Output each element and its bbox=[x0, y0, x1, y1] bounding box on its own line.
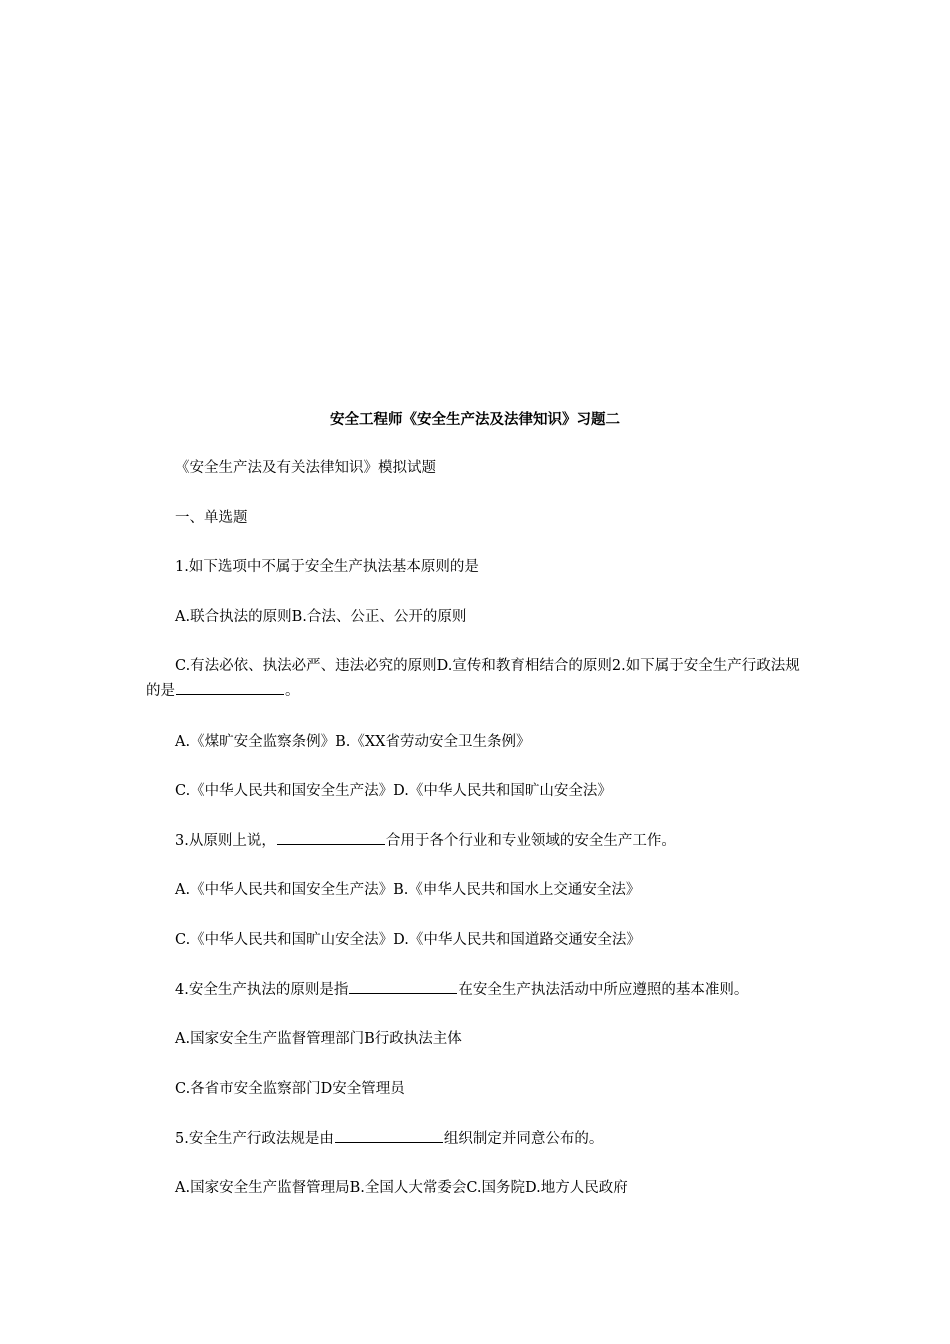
question-5-options: A.国家安全生产监督管理局B.全国人大常委会C.国务院D.地方人民政府 bbox=[175, 1180, 628, 1196]
question-4-options-ab: A.国家安全生产监督管理部门B行政执法主体 bbox=[175, 1031, 462, 1047]
answer-blank bbox=[176, 680, 284, 695]
q5-end: 组织制定并同意公布的。 bbox=[443, 1131, 604, 1147]
question-4 bbox=[146, 979, 810, 1001]
document-subtitle: 《安全生产法及有关法律知识》模拟试题 bbox=[175, 460, 436, 476]
question-3-options-ab: A.《中华人民共和国安全生产法》B.《申华人民共和国水上交通安全法》 bbox=[175, 882, 641, 898]
question-1-options-cd-and-question-2 bbox=[146, 654, 810, 704]
q5-start: 5.安全生产行政法规是由 bbox=[175, 1131, 334, 1147]
q3-start: 3.从原则上说， bbox=[175, 833, 276, 849]
question-2-options-ab: A.《煤旷安全监察条例》B.《XX省劳动安全卫生条例》 bbox=[175, 734, 531, 750]
question-1: 1.如下选项中不属于安全生产执法基本原则的是 bbox=[175, 559, 479, 575]
question-3 bbox=[146, 830, 810, 852]
q2-end: 。 bbox=[285, 683, 300, 699]
q1-cd-q2-text: C.有法必依、执法必严、违法必究的原则D.宣传和教育相结合的原则2.如下属于安全生产行政法规的是 bbox=[146, 658, 800, 699]
answer-blank bbox=[335, 1128, 443, 1143]
q3-end: 合用于各个行业和专业领域的安全生产工作。 bbox=[385, 833, 676, 849]
question-4-options-cd: C.各省市安全监察部门D安全管理员 bbox=[175, 1081, 405, 1097]
question-3-options-cd: C.《中华人民共和国旷山安全法》D.《中华人民共和国道路交通安全法》 bbox=[175, 932, 641, 948]
answer-blank bbox=[349, 979, 457, 994]
question-1-options-ab: A.联合执法的原则B.合法、公正、公开的原则 bbox=[175, 609, 467, 625]
question-5 bbox=[146, 1128, 810, 1150]
document-title: 安全工程师《安全生产法及法律知识》习题二 bbox=[330, 412, 620, 428]
q4-end: 在安全生产执法活动中所应遵照的基本准则。 bbox=[458, 982, 749, 998]
answer-blank bbox=[277, 830, 385, 845]
section-heading: 一、单选题 bbox=[175, 510, 248, 526]
q4-start: 4.安全生产执法的原则是指 bbox=[175, 982, 349, 998]
question-2-options-cd: C.《中华人民共和国安全生产法》D.《中华人民共和国旷山安全法》 bbox=[175, 783, 612, 799]
